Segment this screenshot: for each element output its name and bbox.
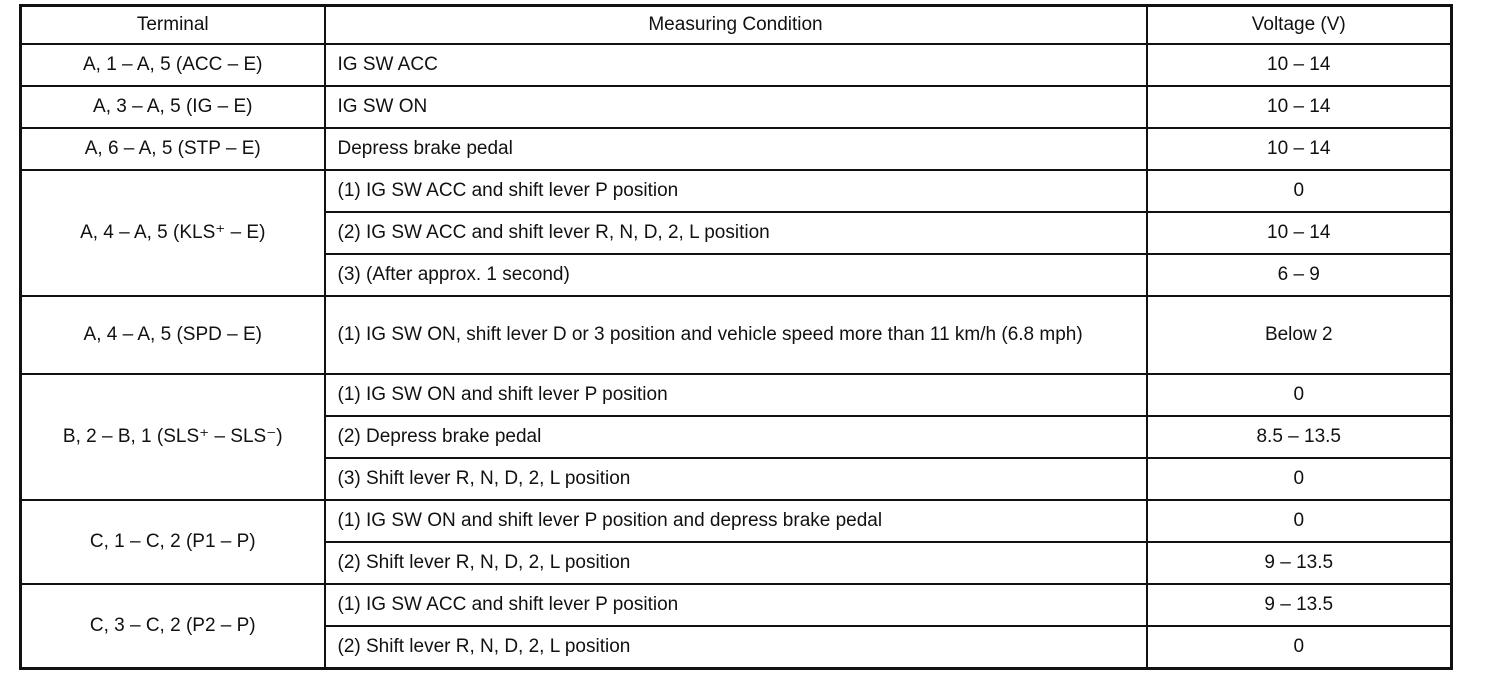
table-row (21, 44, 1452, 86)
table-header (21, 6, 1452, 45)
condition-cell: (3) Shift lever R, N, D, 2, L position (325, 458, 1147, 500)
terminal-cell: A, 3 – A, 5 (IG – E) (21, 86, 325, 128)
voltage-cell: 0 (1147, 458, 1452, 500)
header-measuring-condition: Measuring Condition (325, 6, 1147, 45)
condition-cell: (1) IG SW ON and shift lever P position and depress brake pedal (325, 500, 1147, 542)
header-row (21, 6, 1452, 45)
table-row (21, 374, 1452, 416)
terminal-cell: A, 4 – A, 5 (SPD – E) (21, 296, 325, 374)
condition-cell: (1) IG SW ON, shift lever D or 3 position and vehicle speed more than 11 km/h (6.8 mph) (325, 296, 1147, 374)
voltage-cell: 10 – 14 (1147, 128, 1452, 170)
voltage-cell: 8.5 – 13.5 (1147, 416, 1452, 458)
header-terminal: Terminal (21, 6, 325, 45)
voltage-cell: Below 2 (1147, 296, 1452, 374)
condition-cell: (1) IG SW ACC and shift lever P position (325, 584, 1147, 626)
table-row (21, 296, 1452, 374)
terminal-cell: A, 4 – A, 5 (KLS⁺ – E) (21, 170, 325, 296)
condition-cell: (2) Shift lever R, N, D, 2, L position (325, 626, 1147, 668)
voltage-cell: 10 – 14 (1147, 44, 1452, 86)
terminal-voltage-table (19, 4, 1453, 670)
terminal-cell: A, 1 – A, 5 (ACC – E) (21, 44, 325, 86)
terminal-cell: C, 3 – C, 2 (P2 – P) (21, 584, 325, 668)
header-voltage: Voltage (V) (1147, 6, 1452, 45)
condition-cell: Depress brake pedal (325, 128, 1147, 170)
voltage-cell: 0 (1147, 170, 1452, 212)
table-row (21, 584, 1452, 626)
condition-cell: (3) (After approx. 1 second) (325, 254, 1147, 296)
condition-cell: IG SW ACC (325, 44, 1147, 86)
condition-cell: (1) IG SW ON and shift lever P position (325, 374, 1147, 416)
table-row (21, 128, 1452, 170)
voltage-cell: 6 – 9 (1147, 254, 1452, 296)
condition-cell: (1) IG SW ACC and shift lever P position (325, 170, 1147, 212)
voltage-cell: 9 – 13.5 (1147, 542, 1452, 584)
terminal-cell: B, 2 – B, 1 (SLS⁺ – SLS⁻) (21, 374, 325, 500)
voltage-cell: 0 (1147, 626, 1452, 668)
voltage-cell: 10 – 14 (1147, 212, 1452, 254)
voltage-cell: 0 (1147, 500, 1452, 542)
condition-cell: IG SW ON (325, 86, 1147, 128)
condition-cell: (2) IG SW ACC and shift lever R, N, D, 2, L position (325, 212, 1147, 254)
terminal-cell: A, 6 – A, 5 (STP – E) (21, 128, 325, 170)
voltage-cell: 10 – 14 (1147, 86, 1452, 128)
condition-cell: (2) Depress brake pedal (325, 416, 1147, 458)
terminal-cell: C, 1 – C, 2 (P1 – P) (21, 500, 325, 584)
table-body (21, 44, 1452, 668)
table-row (21, 86, 1452, 128)
condition-cell: (2) Shift lever R, N, D, 2, L position (325, 542, 1147, 584)
voltage-cell: 0 (1147, 374, 1452, 416)
voltage-cell: 9 – 13.5 (1147, 584, 1452, 626)
table-row (21, 500, 1452, 542)
table-row (21, 170, 1452, 212)
